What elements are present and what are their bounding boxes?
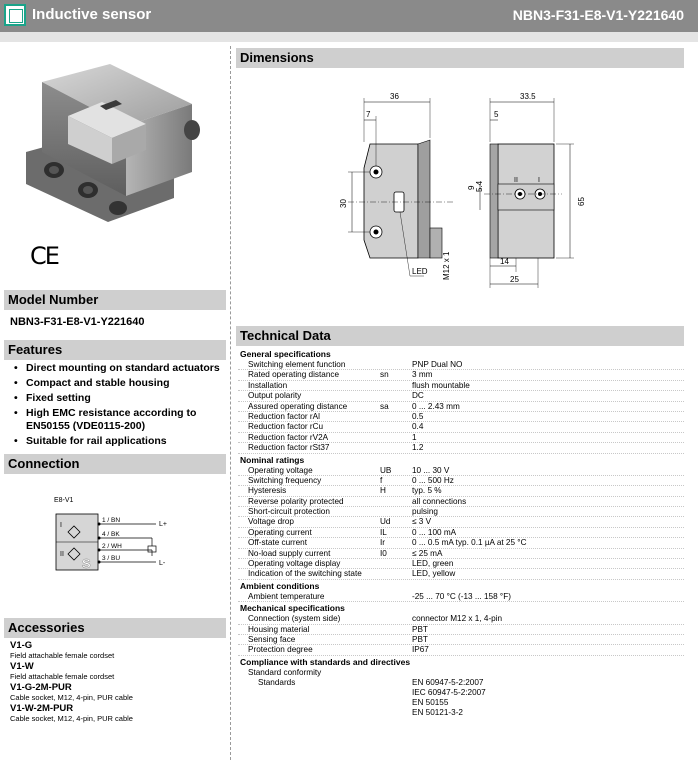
tech-value: PBT bbox=[412, 624, 428, 634]
tech-sym: Ud bbox=[380, 517, 391, 527]
tech-sym bbox=[380, 433, 412, 442]
section-features: Features bbox=[4, 340, 226, 360]
header-model-number: NBN3-F31-E8-V1-Y221640 bbox=[512, 7, 684, 23]
tech-value: 0.5 bbox=[412, 411, 424, 421]
tech-row bbox=[238, 549, 684, 559]
connection-label: E8-V1 bbox=[54, 497, 74, 504]
group-general: General specifications bbox=[240, 349, 331, 359]
tech-row bbox=[238, 538, 684, 548]
tech-label: Reduction factor rV2A bbox=[248, 432, 329, 442]
tech-sym bbox=[380, 507, 412, 516]
accessory-desc: Field attachable female cordset bbox=[10, 651, 115, 660]
connection-diagram bbox=[52, 494, 182, 584]
tech-row bbox=[238, 592, 684, 602]
std-conformity-label: Standard conformity bbox=[248, 667, 322, 677]
tech-sym bbox=[380, 443, 412, 452]
model-number-value: NBN3-F31-E8-V1-Y221640 bbox=[10, 316, 145, 328]
tech-label: Installation bbox=[248, 380, 288, 390]
rows-mechanical bbox=[238, 614, 684, 656]
tech-label: Reduction factor rAl bbox=[248, 411, 320, 421]
dim-65-label: 65 bbox=[577, 197, 586, 206]
standard-value: EN 60947-5-2:2007 bbox=[412, 678, 484, 688]
tech-sym bbox=[380, 625, 412, 634]
tech-row bbox=[238, 688, 684, 698]
tech-label: Operating voltage bbox=[248, 465, 313, 475]
standard-value: EN 50121-3-2 bbox=[412, 708, 463, 718]
rows-ambient bbox=[238, 592, 684, 602]
side-view bbox=[348, 140, 454, 258]
tech-value: ≤ 25 mA bbox=[412, 548, 443, 558]
tech-sym: sa bbox=[380, 401, 389, 411]
dim-5-label: 5 bbox=[494, 110, 499, 119]
tech-row bbox=[238, 486, 684, 496]
tech-value: typ. 5 % bbox=[412, 486, 442, 496]
tech-sym bbox=[380, 391, 412, 400]
tech-value: pulsing bbox=[412, 507, 438, 517]
accessory-name: V1-G-2M-PUR bbox=[10, 682, 72, 693]
feature-item: • Direct mounting on standard actuators bbox=[12, 362, 226, 375]
tech-row bbox=[238, 443, 684, 453]
right-column bbox=[234, 48, 686, 760]
tech-sym: UB bbox=[380, 465, 392, 475]
tech-row bbox=[238, 422, 684, 432]
dim-33-5-label: 33.5 bbox=[520, 92, 536, 101]
tech-value: LED, yellow bbox=[412, 569, 456, 579]
feature-item: • Fixed setting bbox=[12, 392, 226, 405]
tech-value: 0 ... 500 Hz bbox=[412, 475, 454, 485]
tech-value: 0.4 bbox=[412, 422, 424, 432]
tech-value: all connections bbox=[412, 496, 467, 506]
page-header bbox=[0, 0, 698, 32]
pin-label: 2 / WH bbox=[102, 543, 122, 550]
tech-value: DC bbox=[412, 391, 424, 401]
tech-label: Operating voltage display bbox=[248, 559, 341, 569]
tech-row bbox=[238, 370, 684, 380]
section-accessories: Accessories bbox=[4, 618, 226, 638]
standard-value: EN 50155 bbox=[412, 698, 449, 708]
tech-sym bbox=[380, 559, 412, 568]
tech-sym bbox=[380, 645, 412, 654]
tech-sym: H bbox=[380, 486, 386, 496]
tech-label: Output polarity bbox=[248, 391, 302, 401]
tech-label: Operating current bbox=[248, 527, 312, 537]
dim-14-label: 14 bbox=[500, 257, 509, 266]
tech-sym: IL bbox=[380, 527, 387, 537]
tech-row bbox=[238, 433, 684, 443]
accessory-desc: Field attachable female cordset bbox=[10, 672, 115, 681]
tech-label: Reverse polarity protected bbox=[248, 496, 344, 506]
tech-label: Protection degree bbox=[248, 645, 313, 655]
accessory-name: V1-W bbox=[10, 661, 34, 672]
technical-data-table bbox=[238, 348, 684, 718]
section-model-number: Model Number bbox=[4, 290, 226, 310]
tech-label: Assured operating distance bbox=[248, 401, 348, 411]
tech-row bbox=[238, 614, 684, 624]
accessories-list bbox=[10, 640, 226, 724]
dim-7-label: 7 bbox=[366, 110, 371, 119]
tech-sym bbox=[380, 569, 412, 578]
tech-value: IP67 bbox=[412, 645, 429, 655]
tech-row bbox=[238, 497, 684, 507]
tech-label: Voltage drop bbox=[248, 517, 294, 527]
ce-mark-icon: CE bbox=[30, 242, 58, 270]
tech-value: ≤ 3 V bbox=[412, 517, 432, 527]
tech-value: 10 ... 30 V bbox=[412, 465, 450, 475]
m12-label: M12 x 1 bbox=[442, 251, 451, 280]
group-compliance: Compliance with standards and directives bbox=[240, 656, 411, 667]
accessory-name: V1-W-2M-PUR bbox=[10, 703, 74, 714]
tech-row bbox=[238, 645, 684, 655]
tech-label: Sensing face bbox=[248, 634, 296, 644]
tech-row bbox=[238, 476, 684, 486]
tech-row bbox=[238, 668, 684, 678]
tech-row bbox=[238, 466, 684, 476]
feature-item: • High EMC resistance according to EN50155 (VDE0115-200) bbox=[12, 407, 226, 433]
standards-label: Standards bbox=[258, 678, 296, 688]
dim-5-4-label: 5.4 bbox=[475, 180, 484, 192]
tech-sym: Ir bbox=[380, 538, 386, 548]
tech-value: 1.2 bbox=[412, 443, 424, 453]
pin-label: 1 / BN bbox=[102, 517, 121, 524]
left-column bbox=[0, 42, 228, 760]
tech-value: PBT bbox=[412, 634, 428, 644]
dim-36-label: 36 bbox=[390, 92, 399, 101]
tech-row bbox=[238, 569, 684, 579]
front-view bbox=[484, 144, 562, 258]
tech-label: Short-circuit protection bbox=[248, 507, 330, 517]
accessory-name: V1-G bbox=[10, 640, 33, 651]
l-minus-label: L- bbox=[159, 560, 166, 567]
tech-row bbox=[238, 625, 684, 635]
tech-value: 0 ... 2.43 mm bbox=[412, 401, 460, 411]
tech-value: 3 mm bbox=[412, 370, 433, 380]
tech-value: PNP Dual NO bbox=[412, 360, 463, 369]
tech-value: flush mountable bbox=[412, 380, 470, 390]
tech-row bbox=[238, 635, 684, 645]
feature-item: • Compact and stable housing bbox=[12, 377, 226, 390]
tech-sym bbox=[380, 422, 412, 431]
rows-general bbox=[238, 360, 684, 454]
tech-value: LED, green bbox=[412, 559, 454, 569]
tech-label: Off-state current bbox=[248, 538, 308, 548]
tech-label: Ambient temperature bbox=[248, 591, 325, 601]
section-connection: Connection bbox=[4, 454, 226, 474]
tech-row bbox=[238, 559, 684, 569]
tech-row bbox=[238, 708, 684, 718]
tech-value: 0 ... 0.5 mA typ. 0.1 µA at 25 °C bbox=[412, 538, 527, 548]
tech-sym bbox=[380, 497, 412, 506]
tech-sym: I0 bbox=[380, 548, 387, 558]
tech-row bbox=[238, 360, 684, 370]
tech-value: 1 bbox=[412, 432, 417, 442]
tech-sym bbox=[380, 360, 412, 369]
tech-label: Connection (system side) bbox=[248, 614, 341, 624]
tech-sym bbox=[380, 381, 412, 390]
tech-row bbox=[238, 412, 684, 422]
pin-label: 3 / BU bbox=[102, 555, 121, 562]
tech-sym: sn bbox=[380, 370, 389, 380]
tech-label: Reduction factor rSt37 bbox=[248, 443, 330, 453]
tech-label: Reduction factor rCu bbox=[248, 422, 324, 432]
tech-sym bbox=[380, 635, 412, 644]
roman-ii-label: II bbox=[60, 551, 64, 558]
tech-row bbox=[238, 528, 684, 538]
tech-label: Indication of the switching state bbox=[248, 569, 362, 579]
feature-item: • Suitable for rail applications bbox=[12, 435, 226, 448]
features-list bbox=[12, 362, 226, 450]
rows-nominal bbox=[238, 466, 684, 580]
led-callout-label: LED bbox=[412, 267, 428, 276]
header-subband bbox=[0, 32, 698, 42]
tech-label: Switching element function bbox=[248, 360, 346, 369]
dim-30-label: 30 bbox=[339, 199, 348, 208]
tech-row bbox=[238, 698, 684, 708]
dim-25-label: 25 bbox=[510, 275, 519, 284]
tech-sym: f bbox=[380, 475, 383, 485]
dim-9-label: 9 bbox=[467, 185, 476, 190]
tech-row bbox=[238, 402, 684, 412]
l-plus-label: L+ bbox=[159, 521, 167, 528]
group-nominal: Nominal ratings bbox=[240, 454, 305, 465]
tech-sym bbox=[380, 592, 412, 601]
tech-sym bbox=[380, 412, 412, 421]
column-divider bbox=[230, 46, 231, 760]
sensor-photo bbox=[24, 60, 204, 240]
tech-row bbox=[238, 678, 684, 688]
section-dimensions: Dimensions bbox=[236, 48, 684, 68]
brand-logo-icon bbox=[4, 4, 26, 26]
tech-label: Housing material bbox=[248, 624, 310, 634]
tech-row bbox=[238, 517, 684, 527]
tech-label: Switching frequency bbox=[248, 475, 322, 485]
pin-label: 4 / BK bbox=[102, 531, 120, 538]
tech-label: Rated operating distance bbox=[248, 370, 340, 380]
tech-value: -25 ... 70 °C (-13 ... 158 °F) bbox=[412, 591, 511, 601]
s-label: S bbox=[82, 556, 91, 571]
tech-row bbox=[238, 381, 684, 391]
tech-sym bbox=[380, 614, 412, 623]
tech-value: 0 ... 100 mA bbox=[412, 527, 457, 537]
page-title: Inductive sensor bbox=[32, 6, 152, 23]
accessory-desc: Cable socket, M12, 4-pin, PUR cable bbox=[10, 714, 133, 723]
dimensions-drawing bbox=[334, 90, 590, 340]
section-technical-data: Technical Data bbox=[236, 326, 684, 346]
led-i-label: I bbox=[538, 177, 540, 184]
led-ii-label: II bbox=[514, 177, 518, 184]
group-ambient: Ambient conditions bbox=[240, 580, 320, 591]
group-mechanical: Mechanical specifications bbox=[240, 603, 345, 614]
tech-value: connector M12 x 1, 4-pin bbox=[412, 614, 503, 624]
tech-row bbox=[238, 391, 684, 401]
tech-label: No-load supply current bbox=[248, 548, 331, 558]
tech-label: Hysteresis bbox=[248, 486, 287, 496]
accessory-desc: Cable socket, M12, 4-pin, PUR cable bbox=[10, 693, 133, 702]
tech-row bbox=[238, 507, 684, 517]
standard-value: IEC 60947-5-2:2007 bbox=[412, 688, 486, 698]
roman-i-label: I bbox=[60, 522, 62, 529]
